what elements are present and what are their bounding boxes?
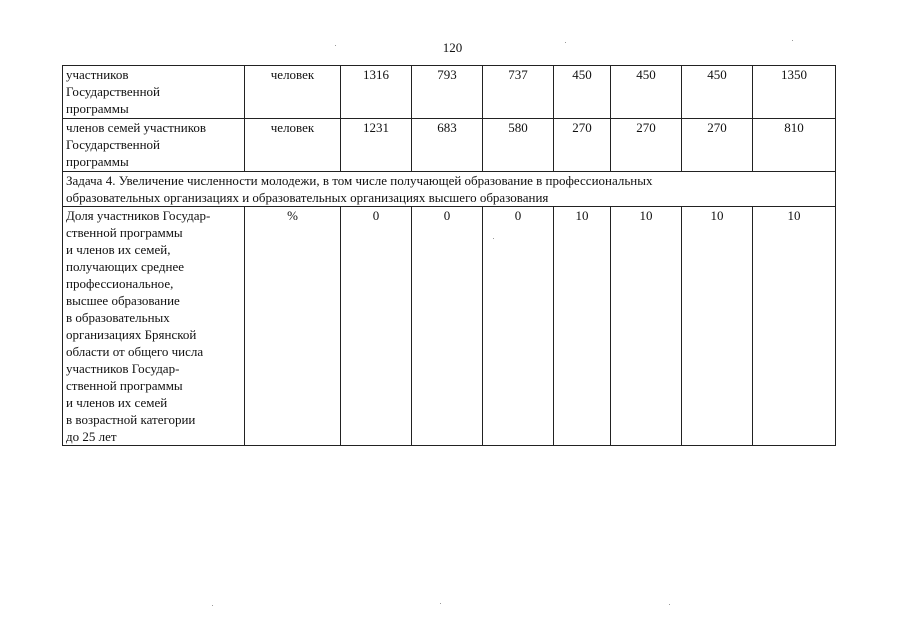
scan-speck	[440, 603, 441, 604]
table-row	[63, 207, 836, 446]
scan-speck	[565, 42, 566, 43]
indicator-name-line: получающих среднее	[66, 259, 184, 274]
value-cell: 450	[554, 66, 611, 119]
unit-cell: %	[245, 207, 341, 446]
indicator-name-line: программы	[66, 154, 129, 169]
value-cell: 10	[682, 207, 753, 446]
value-cell: 10	[753, 207, 836, 446]
indicator-name-line: высшее образование	[66, 293, 180, 308]
indicator-name-line: Государственной	[66, 137, 161, 152]
indicator-name-line: в возрастной категории	[66, 412, 196, 427]
value-cell: 1316	[341, 66, 412, 119]
value-cell: 270	[611, 119, 682, 172]
scan-speck	[212, 605, 213, 606]
indicator-name-line: области от общего числа	[66, 344, 204, 359]
unit-cell: человек	[245, 66, 341, 119]
value-cell: 270	[554, 119, 611, 172]
indicator-name-cell	[63, 207, 245, 446]
indicator-name-line: участников Государ-	[66, 361, 180, 376]
value-cell: 1350	[753, 66, 836, 119]
value-cell: 1231	[341, 119, 412, 172]
indicator-name-line: членов семей участников	[66, 120, 207, 135]
value-cell: 793	[412, 66, 483, 119]
value-cell: 0	[341, 207, 412, 446]
value-cell: 10	[611, 207, 682, 446]
indicator-name-cell	[63, 119, 245, 172]
value-cell: 270	[682, 119, 753, 172]
indicator-name-line: Доля участников Государ-	[66, 208, 211, 223]
task-row	[63, 172, 836, 207]
indicator-name-line: до 25 лет	[66, 429, 117, 444]
indicator-name-line: ственной программы	[66, 225, 183, 240]
value-cell: 0	[412, 207, 483, 446]
indicator-name-line: Государственной	[66, 84, 161, 99]
value-cell: 810	[753, 119, 836, 172]
indicator-name-line: и членов их семей,	[66, 242, 171, 257]
indicator-name-line: участников	[66, 67, 129, 82]
value-cell: 450	[611, 66, 682, 119]
task-heading-line: Задача 4. Увеличение численности молодежи, в том числе получающей образование в профессиональных	[66, 173, 653, 188]
value-cell: 737	[483, 66, 554, 119]
indicator-name-line: ственной программы	[66, 378, 183, 393]
value-cell: 450	[682, 66, 753, 119]
value-cell: 683	[412, 119, 483, 172]
indicator-name-cell	[63, 66, 245, 119]
value-cell: 10	[554, 207, 611, 446]
task-heading-cell	[63, 172, 836, 207]
scan-speck	[493, 238, 494, 239]
unit-cell: человек	[245, 119, 341, 172]
indicator-name-line: профессиональное,	[66, 276, 174, 291]
indicator-name-line: и членов их семей	[66, 395, 168, 410]
table-row	[63, 119, 836, 172]
indicator-table	[62, 65, 836, 446]
table-row	[63, 66, 836, 119]
value-cell: 580	[483, 119, 554, 172]
indicator-name-line: программы	[66, 101, 129, 116]
scan-speck	[669, 604, 670, 605]
page-number: 120	[442, 40, 463, 55]
value-cell: 0	[483, 207, 554, 446]
scan-speck	[792, 40, 793, 41]
task-heading-line: образовательных организациях и образовательных организациях высшего образования	[66, 190, 549, 205]
scan-speck	[335, 45, 336, 46]
indicator-name-line: в образовательных	[66, 310, 170, 325]
indicator-name-line: организациях Брянской	[66, 327, 197, 342]
